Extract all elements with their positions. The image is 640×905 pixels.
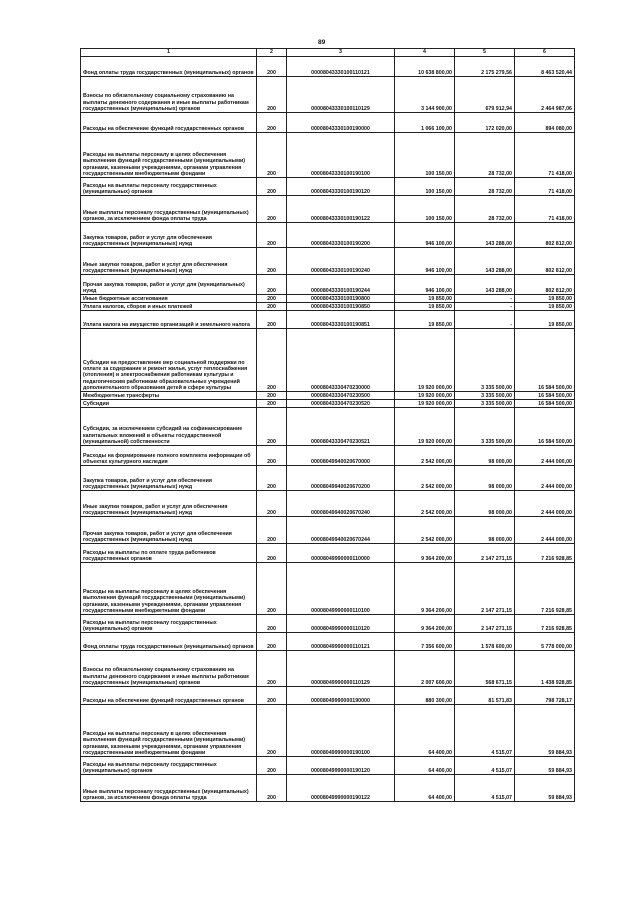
- row-approved-amount-cell: 9 364 200,00: [395, 544, 455, 563]
- row-executed-amount-cell: 3 335 500,00: [455, 329, 515, 392]
- row-kbk-cell: 00008043330100190200: [287, 223, 395, 248]
- row-name-cell: Фонд оплаты труда государственных (муниципальных) органов: [81, 633, 257, 651]
- row-executed-amount-cell: 98 000,00: [455, 517, 515, 544]
- row-executed-amount-cell: 4 515,07: [455, 705, 515, 757]
- column-number-4: 4: [395, 49, 455, 57]
- table-row: [81, 392, 575, 400]
- row-unexecuted-amount-cell: 2 464 987,06: [515, 77, 575, 113]
- row-name-cell: Субсидии, за исключением субсидий на софинансирование капитальных вложений в объекты государственной (муниципальной) собственности: [81, 408, 257, 446]
- row-executed-amount-cell: 98 000,00: [455, 446, 515, 466]
- row-code-cell: 200: [257, 248, 287, 275]
- row-code-cell: 200: [257, 651, 287, 687]
- table-row: [81, 633, 575, 651]
- row-code-cell: 200: [257, 329, 287, 392]
- row-approved-amount-cell: 19 850,00: [395, 303, 455, 311]
- row-name-cell: Расходы на выплаты персоналу в целях обеспечения выполнения функций государственными (муниципальными) органами, казенными учреждениями, органами управления государственными внебюджетными фондами: [81, 563, 257, 615]
- row-code-cell: 200: [257, 275, 287, 295]
- row-approved-amount-cell: 64 400,00: [395, 775, 455, 802]
- row-code-cell: 200: [257, 408, 287, 446]
- row-name-cell: Субсидии: [81, 400, 257, 408]
- row-unexecuted-amount-cell: 894 080,00: [515, 113, 575, 133]
- row-executed-amount-cell: 28 732,00: [455, 178, 515, 196]
- row-kbk-cell: 00008049940020670244: [287, 517, 395, 544]
- row-approved-amount-cell: 64 400,00: [395, 705, 455, 757]
- row-executed-amount-cell: 98 000,00: [455, 491, 515, 517]
- row-executed-amount-cell: -: [455, 295, 515, 303]
- row-kbk-cell: 00008043330100190122: [287, 196, 395, 223]
- budget-execution-table: [80, 48, 575, 802]
- table-row: [81, 248, 575, 275]
- row-executed-amount-cell: 568 671,15: [455, 651, 515, 687]
- row-unexecuted-amount-cell: 16 584 500,00: [515, 408, 575, 446]
- row-code-cell: 200: [257, 563, 287, 615]
- row-name-cell: Прочая закупка товаров, работ и услуг для обеспечения государственных (муниципальных) нужд: [81, 517, 257, 544]
- table-row: [81, 615, 575, 633]
- row-kbk-cell: 00008043330100190850: [287, 303, 395, 311]
- row-kbk-cell: 00008049940020670000: [287, 446, 395, 466]
- table-row: [81, 491, 575, 517]
- row-executed-amount-cell: 143 288,00: [455, 275, 515, 295]
- table-row: [81, 303, 575, 311]
- row-unexecuted-amount-cell: 2 444 000,00: [515, 517, 575, 544]
- row-executed-amount-cell: 2 147 271,15: [455, 544, 515, 563]
- table-row: [81, 563, 575, 615]
- row-unexecuted-amount-cell: 802 812,00: [515, 248, 575, 275]
- row-name-cell: Уплата налогов, сборов и иных платежей: [81, 303, 257, 311]
- table-row: [81, 544, 575, 563]
- row-name-cell: Иные выплаты персоналу государственных (муниципальных) органов, за исключением фонда оплаты труда: [81, 196, 257, 223]
- row-code-cell: 200: [257, 446, 287, 466]
- row-unexecuted-amount-cell: 71 418,00: [515, 133, 575, 178]
- page-number: 89: [318, 39, 326, 46]
- table-row: [81, 311, 575, 329]
- row-executed-amount-cell: 98 000,00: [455, 466, 515, 491]
- row-kbk-cell: 00008043330100110121: [287, 57, 395, 77]
- row-kbk-cell: 00008043330100190244: [287, 275, 395, 295]
- row-name-cell: Расходы на обеспечение функций государственных органов: [81, 687, 257, 705]
- row-approved-amount-cell: 9 364 200,00: [395, 615, 455, 633]
- budget-report-sheet: [80, 48, 575, 802]
- row-unexecuted-amount-cell: 802 812,00: [515, 223, 575, 248]
- row-executed-amount-cell: 4 515,07: [455, 775, 515, 802]
- row-kbk-cell: 00008049940020670240: [287, 491, 395, 517]
- row-kbk-cell: 00008043330470230000: [287, 329, 395, 392]
- row-code-cell: 200: [257, 57, 287, 77]
- row-kbk-cell: 00008049990000110000: [287, 544, 395, 563]
- row-kbk-cell: 00008049990000110120: [287, 615, 395, 633]
- row-kbk-cell: 00008043330470230520: [287, 400, 395, 408]
- row-approved-amount-cell: 100 150,00: [395, 133, 455, 178]
- row-code-cell: 200: [257, 295, 287, 303]
- row-executed-amount-cell: 2 147 271,15: [455, 615, 515, 633]
- row-executed-amount-cell: 3 335 500,00: [455, 400, 515, 408]
- row-unexecuted-amount-cell: 16 584 500,00: [515, 329, 575, 392]
- row-code-cell: 200: [257, 196, 287, 223]
- row-name-cell: Уплата налога на имущество организаций и земельного налога: [81, 311, 257, 329]
- row-approved-amount-cell: 2 542 000,00: [395, 466, 455, 491]
- row-kbk-cell: 00008049940020670200: [287, 466, 395, 491]
- row-unexecuted-amount-cell: 5 778 000,00: [515, 633, 575, 651]
- row-code-cell: 200: [257, 775, 287, 802]
- row-code-cell: 200: [257, 77, 287, 113]
- row-executed-amount-cell: 3 335 500,00: [455, 392, 515, 400]
- row-executed-amount-cell: 143 288,00: [455, 223, 515, 248]
- row-executed-amount-cell: 2 175 279,56: [455, 57, 515, 77]
- row-name-cell: Расходы на выплаты персоналу в целях обеспечения выполнения функций государственными (муниципальными) органами, казенными учреждениями, органами управления государственными внебюджетными фондами: [81, 133, 257, 178]
- row-kbk-cell: 00008043330100190100: [287, 133, 395, 178]
- row-approved-amount-cell: 64 400,00: [395, 757, 455, 775]
- row-code-cell: 200: [257, 392, 287, 400]
- row-name-cell: Субсидии на предоставление мер социальной поддержки по оплате за содержание и ремонт жилья, услуг теплоснабжения (отопления) и электроснабжения работникам культуры и педагогическим работникам образовательных учреждений дополнительного образования детей в сфере культуры: [81, 329, 257, 392]
- row-name-cell: Закупка товаров, работ и услуг для обеспечения государственных (муниципальных) нужд: [81, 223, 257, 248]
- row-name-cell: Фонд оплаты труда государственных (муниципальных) органов: [81, 57, 257, 77]
- row-code-cell: 200: [257, 178, 287, 196]
- row-executed-amount-cell: 172 020,00: [455, 113, 515, 133]
- row-kbk-cell: 00008049990000190122: [287, 775, 395, 802]
- row-unexecuted-amount-cell: 71 418,00: [515, 178, 575, 196]
- row-unexecuted-amount-cell: 16 584 500,00: [515, 400, 575, 408]
- row-unexecuted-amount-cell: 7 216 928,85: [515, 544, 575, 563]
- row-approved-amount-cell: 19 850,00: [395, 311, 455, 329]
- row-name-cell: Взносы по обязательному социальному страхованию на выплаты денежного содержания и иные выплаты работникам государственных (муниципальных) органов: [81, 651, 257, 687]
- row-name-cell: Взносы по обязательному социальному страхованию на выплаты денежного содержания и иные выплаты работникам государственных (муниципальных) органов: [81, 77, 257, 113]
- row-kbk-cell: 00008043330470230500: [287, 392, 395, 400]
- row-approved-amount-cell: 100 150,00: [395, 196, 455, 223]
- row-code-cell: 200: [257, 687, 287, 705]
- table-row: [81, 517, 575, 544]
- table-row: [81, 705, 575, 757]
- column-number-3: 3: [287, 49, 395, 57]
- row-name-cell: Прочая закупка товаров, работ и услуг для (муниципальных) нужд: [81, 275, 257, 295]
- row-code-cell: 200: [257, 400, 287, 408]
- row-unexecuted-amount-cell: 802 812,00: [515, 275, 575, 295]
- row-kbk-cell: 00008043330100110129: [287, 77, 395, 113]
- table-body: [81, 57, 575, 802]
- row-executed-amount-cell: 81 571,83: [455, 687, 515, 705]
- row-unexecuted-amount-cell: 71 418,00: [515, 196, 575, 223]
- row-kbk-cell: 00008049990000190120: [287, 757, 395, 775]
- row-approved-amount-cell: 946 100,00: [395, 275, 455, 295]
- row-unexecuted-amount-cell: 19 850,00: [515, 303, 575, 311]
- row-approved-amount-cell: 946 100,00: [395, 248, 455, 275]
- row-unexecuted-amount-cell: 1 438 928,85: [515, 651, 575, 687]
- row-kbk-cell: 00008049990000110100: [287, 563, 395, 615]
- column-number-6: 6: [515, 49, 575, 57]
- row-approved-amount-cell: 3 144 900,00: [395, 77, 455, 113]
- row-code-cell: 200: [257, 757, 287, 775]
- row-unexecuted-amount-cell: 19 850,00: [515, 295, 575, 303]
- row-unexecuted-amount-cell: 19 850,00: [515, 311, 575, 329]
- row-unexecuted-amount-cell: 59 884,93: [515, 757, 575, 775]
- row-kbk-cell: 00008043330100190800: [287, 295, 395, 303]
- row-unexecuted-amount-cell: 59 884,93: [515, 775, 575, 802]
- row-executed-amount-cell: 3 335 500,00: [455, 408, 515, 446]
- table-row: [81, 223, 575, 248]
- column-number-5: 5: [455, 49, 515, 57]
- row-approved-amount-cell: 2 007 600,00: [395, 651, 455, 687]
- row-name-cell: Иные закупки товаров, работ и услуг для обеспечения государственных (муниципальных) нужд: [81, 491, 257, 517]
- row-code-cell: 200: [257, 705, 287, 757]
- table-row: [81, 408, 575, 446]
- table-row: [81, 196, 575, 223]
- row-name-cell: Иные бюджетные ассигнования: [81, 295, 257, 303]
- row-code-cell: 200: [257, 615, 287, 633]
- row-executed-amount-cell: 28 732,00: [455, 196, 515, 223]
- row-unexecuted-amount-cell: 2 444 000,00: [515, 491, 575, 517]
- row-name-cell: Расходы на формирование полного комплекта информации об объектах культурного наследия: [81, 446, 257, 466]
- row-approved-amount-cell: 1 066 100,00: [395, 113, 455, 133]
- row-approved-amount-cell: 2 542 000,00: [395, 517, 455, 544]
- table-row: [81, 178, 575, 196]
- row-code-cell: 200: [257, 303, 287, 311]
- table-row: [81, 275, 575, 295]
- row-unexecuted-amount-cell: 8 463 520,44: [515, 57, 575, 77]
- row-kbk-cell: 00008043330470230521: [287, 408, 395, 446]
- table-row: [81, 113, 575, 133]
- row-unexecuted-amount-cell: 2 444 000,00: [515, 466, 575, 491]
- table-row: [81, 57, 575, 77]
- row-executed-amount-cell: -: [455, 311, 515, 329]
- row-name-cell: Расходы на обеспечение функций государственных органов: [81, 113, 257, 133]
- row-approved-amount-cell: 946 100,00: [395, 223, 455, 248]
- row-kbk-cell: 00008049990000110121: [287, 633, 395, 651]
- table-row: [81, 466, 575, 491]
- row-executed-amount-cell: 679 912,94: [455, 77, 515, 113]
- row-name-cell: Иные закупки товаров, работ и услуг для обеспечения государственных (муниципальных) нужд: [81, 248, 257, 275]
- row-name-cell: Иные выплаты персоналу государственных (муниципальных) органов, за исключением фонда оплаты труда: [81, 775, 257, 802]
- row-executed-amount-cell: 1 578 600,00: [455, 633, 515, 651]
- row-approved-amount-cell: 19 920 000,00: [395, 392, 455, 400]
- row-name-cell: Расходы на выплаты по оплате труда работников государственных органов: [81, 544, 257, 563]
- row-name-cell: Расходы на выплаты персоналу государственных (муниципальных) органов: [81, 757, 257, 775]
- column-number-1: 1: [81, 49, 257, 57]
- row-code-cell: 200: [257, 466, 287, 491]
- row-code-cell: 200: [257, 311, 287, 329]
- row-approved-amount-cell: 9 364 200,00: [395, 563, 455, 615]
- table-row: [81, 400, 575, 408]
- row-executed-amount-cell: 4 515,07: [455, 757, 515, 775]
- row-kbk-cell: 00008049990000190100: [287, 705, 395, 757]
- row-executed-amount-cell: 28 732,00: [455, 133, 515, 178]
- row-code-cell: 200: [257, 113, 287, 133]
- row-executed-amount-cell: 2 147 271,15: [455, 563, 515, 615]
- row-name-cell: Межбюджетные трансферты: [81, 392, 257, 400]
- row-unexecuted-amount-cell: 798 728,17: [515, 687, 575, 705]
- row-name-cell: Закупка товаров, работ и услуг для обеспечения государственных (муниципальных) нужд: [81, 466, 257, 491]
- table-row: [81, 687, 575, 705]
- row-kbk-cell: 00008043330100190240: [287, 248, 395, 275]
- row-approved-amount-cell: 2 542 000,00: [395, 491, 455, 517]
- row-code-cell: 200: [257, 633, 287, 651]
- row-unexecuted-amount-cell: 7 216 928,85: [515, 563, 575, 615]
- row-kbk-cell: 00008049990000110129: [287, 651, 395, 687]
- table-row: [81, 295, 575, 303]
- row-code-cell: 200: [257, 133, 287, 178]
- row-approved-amount-cell: 880 300,00: [395, 687, 455, 705]
- row-executed-amount-cell: -: [455, 303, 515, 311]
- row-approved-amount-cell: 19 920 000,00: [395, 400, 455, 408]
- row-name-cell: Расходы на выплаты персоналу государственных (муниципальных) органов: [81, 178, 257, 196]
- row-executed-amount-cell: 143 288,00: [455, 248, 515, 275]
- row-unexecuted-amount-cell: 7 216 928,85: [515, 615, 575, 633]
- column-number-row: [81, 49, 575, 57]
- row-kbk-cell: 00008049990000190000: [287, 687, 395, 705]
- row-code-cell: 200: [257, 223, 287, 248]
- row-code-cell: 200: [257, 517, 287, 544]
- row-approved-amount-cell: 100 150,00: [395, 178, 455, 196]
- row-approved-amount-cell: 10 638 800,00: [395, 57, 455, 77]
- row-kbk-cell: 00008043330100190120: [287, 178, 395, 196]
- row-name-cell: Расходы на выплаты персоналу в целях обеспечения выполнения функций государственными (муниципальными) органами, казенными учреждениями, органами управления государственными внебюджетными фондами: [81, 705, 257, 757]
- row-name-cell: Расходы на выплаты персоналу государственных (муниципальных) органов: [81, 615, 257, 633]
- table-row: [81, 446, 575, 466]
- row-code-cell: 200: [257, 544, 287, 563]
- row-approved-amount-cell: 7 356 600,00: [395, 633, 455, 651]
- row-approved-amount-cell: 19 920 000,00: [395, 329, 455, 392]
- table-row: [81, 329, 575, 392]
- table-row: [81, 775, 575, 802]
- row-unexecuted-amount-cell: 59 884,93: [515, 705, 575, 757]
- table-row: [81, 651, 575, 687]
- row-approved-amount-cell: 19 850,00: [395, 295, 455, 303]
- table-row: [81, 133, 575, 178]
- row-unexecuted-amount-cell: 16 584 500,00: [515, 392, 575, 400]
- row-unexecuted-amount-cell: 2 444 000,00: [515, 446, 575, 466]
- column-number-2: 2: [257, 49, 287, 57]
- row-approved-amount-cell: 19 920 000,00: [395, 408, 455, 446]
- row-kbk-cell: 00008043330100190851: [287, 311, 395, 329]
- table-row: [81, 77, 575, 113]
- row-code-cell: 200: [257, 491, 287, 517]
- row-kbk-cell: 00008043330100190000: [287, 113, 395, 133]
- row-approved-amount-cell: 2 542 000,00: [395, 446, 455, 466]
- table-row: [81, 757, 575, 775]
